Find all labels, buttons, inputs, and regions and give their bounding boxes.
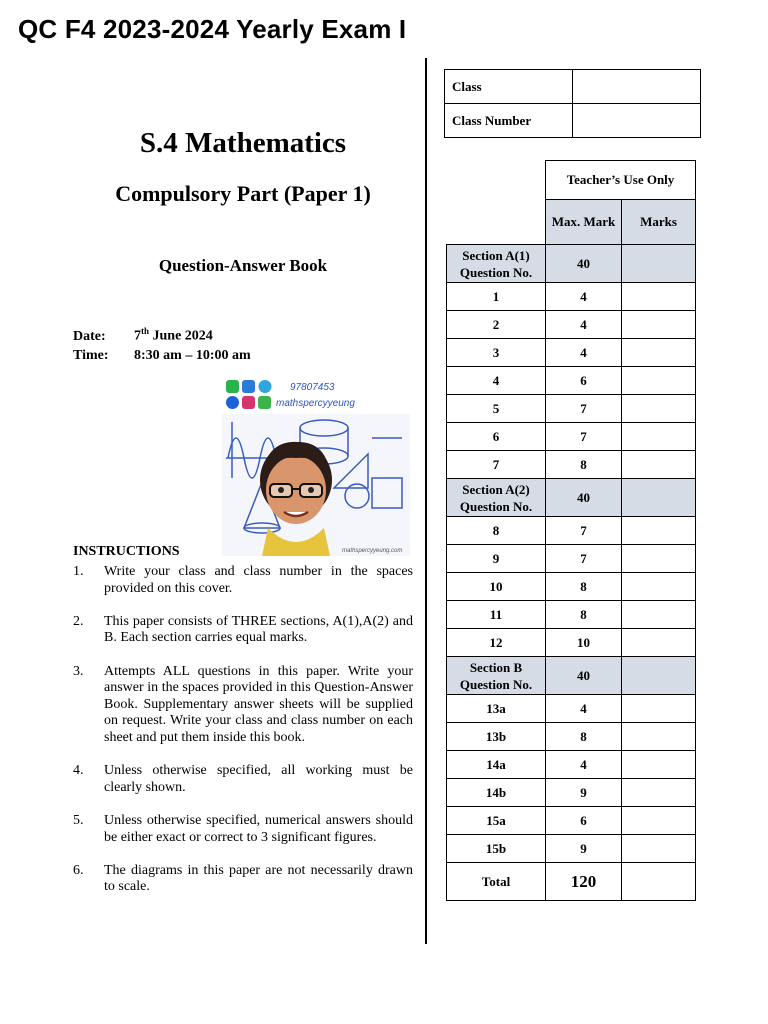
- section-max: 40: [546, 657, 622, 695]
- marks-cell[interactable]: [622, 573, 696, 601]
- question-max-mark: 6: [546, 367, 622, 395]
- section-marks-cell[interactable]: [622, 479, 696, 517]
- total-marks-cell[interactable]: [622, 863, 696, 901]
- question-number: 13b: [447, 723, 546, 751]
- date-day: 7: [134, 328, 141, 344]
- class-label: Class: [445, 70, 573, 104]
- empty-corner: [447, 161, 546, 200]
- section-max: 40: [546, 245, 622, 283]
- subject-title: S.4 Mathematics: [139, 127, 347, 159]
- instruction-item: [73, 564, 413, 597]
- question-max-mark: 4: [546, 751, 622, 779]
- question-max-mark: 8: [546, 723, 622, 751]
- instruction-text: Write your class and class number in the spaces provided on this cover.: [104, 564, 413, 596]
- logo-website: mathspercyyeung.com: [342, 548, 403, 554]
- instruction-number: 4.: [73, 763, 84, 779]
- marks-cell[interactable]: [622, 339, 696, 367]
- question-number: 3: [447, 339, 546, 367]
- question-number: 13a: [447, 695, 546, 723]
- question-number: 1: [447, 283, 546, 311]
- question-max-mark: 7: [546, 423, 622, 451]
- message-icon: [242, 380, 255, 393]
- marks-cell[interactable]: [622, 545, 696, 573]
- marks-cell[interactable]: [622, 835, 696, 863]
- exam-time: [73, 348, 251, 364]
- question-number: 8: [447, 517, 546, 545]
- question-number: 6: [447, 423, 546, 451]
- marks-cell[interactable]: [622, 779, 696, 807]
- marks-cell[interactable]: [622, 807, 696, 835]
- marks-cell[interactable]: [622, 311, 696, 339]
- instruction-item: [73, 614, 413, 647]
- telegram-icon: [259, 380, 272, 393]
- marks-header: Marks: [622, 200, 696, 245]
- question-number: 10: [447, 573, 546, 601]
- marks-cell[interactable]: [622, 283, 696, 311]
- question-number: 9: [447, 545, 546, 573]
- instagram-icon: [242, 396, 255, 409]
- instruction-number: 2.: [73, 613, 84, 629]
- section-max: 40: [546, 479, 622, 517]
- question-max-mark: 4: [546, 283, 622, 311]
- instruction-number: 6.: [73, 862, 84, 878]
- marks-cell[interactable]: [622, 451, 696, 479]
- marks-cell[interactable]: [622, 601, 696, 629]
- instruction-item: [73, 664, 413, 747]
- question-number: 12: [447, 629, 546, 657]
- logo-handle: mathspercyyeung: [276, 398, 355, 409]
- question-max-mark: 6: [546, 807, 622, 835]
- section-marks-cell[interactable]: [622, 245, 696, 283]
- question-max-mark: 9: [546, 779, 622, 807]
- instruction-number: 1.: [73, 564, 84, 579]
- question-max-mark: 4: [546, 695, 622, 723]
- section-marks-cell[interactable]: [622, 657, 696, 695]
- question-number: 11: [447, 601, 546, 629]
- section-a1-label: Section A(1) Question No.: [447, 245, 546, 283]
- section-a2-label: Section A(2) Question No.: [447, 479, 546, 517]
- date-rest: June 2024: [149, 328, 213, 344]
- question-max-mark: 10: [546, 629, 622, 657]
- question-max-mark: 9: [546, 835, 622, 863]
- mathspercyyeung-logo: [222, 378, 410, 556]
- marks-cell[interactable]: [622, 751, 696, 779]
- logo-phone: 97807453: [290, 382, 335, 393]
- class-number-label: Class Number: [445, 104, 573, 138]
- question-max-mark: 7: [546, 517, 622, 545]
- exam-header-title: QC F4 2023-2024 Yearly Exam I: [18, 14, 407, 44]
- marks-cell[interactable]: [622, 695, 696, 723]
- teacher-use-title: Teacher’s Use Only: [546, 161, 696, 200]
- instructions-list: [73, 564, 413, 912]
- instruction-item: [73, 813, 413, 846]
- paper-part-title: Compulsory Part (Paper 1): [115, 181, 371, 206]
- instruction-number: 5.: [73, 812, 84, 828]
- question-max-mark: 4: [546, 311, 622, 339]
- wechat-icon: [258, 396, 271, 409]
- question-number: 5: [447, 395, 546, 423]
- question-number: 14a: [447, 751, 546, 779]
- question-max-mark: 4: [546, 339, 622, 367]
- class-field[interactable]: [573, 70, 701, 104]
- instruction-text: The diagrams in this paper are not necessarily drawn to scale.: [104, 862, 413, 895]
- date-suffix: th: [141, 326, 150, 336]
- question-number: 15a: [447, 807, 546, 835]
- question-max-mark: 8: [546, 573, 622, 601]
- empty-corner: [447, 200, 546, 245]
- date-label: Date:: [73, 328, 106, 344]
- instructions-title: INSTRUCTIONS: [73, 544, 180, 559]
- instruction-text: This paper consists of THREE sections, A(1),A(2) and B. Each section carries equal marks.: [104, 613, 413, 646]
- facebook-icon: [226, 396, 239, 409]
- question-number: 15b: [447, 835, 546, 863]
- class-info-table: [444, 69, 701, 138]
- time-value: 8:30 am – 10:00 am: [134, 348, 251, 363]
- question-max-mark: 7: [546, 395, 622, 423]
- marks-cell[interactable]: [622, 395, 696, 423]
- marks-cell[interactable]: [622, 367, 696, 395]
- exam-date: [73, 326, 213, 345]
- book-type: Question-Answer Book: [158, 256, 328, 275]
- question-number: 7: [447, 451, 546, 479]
- question-number: 14b: [447, 779, 546, 807]
- question-number: 2: [447, 311, 546, 339]
- instruction-text: Attempts ALL questions in this paper. Write your answer in the spaces provided in this Question-Answer Book. Supplementary answer sheets will be supplied on request. Write your class and class number on each sheet and put them inside this book.: [104, 663, 413, 745]
- max-mark-header: Max. Mark: [546, 200, 622, 245]
- question-number: 4: [447, 367, 546, 395]
- question-max-mark: 8: [546, 601, 622, 629]
- marks-cell[interactable]: [622, 723, 696, 751]
- instruction-item: [73, 863, 413, 896]
- whatsapp-icon: [226, 380, 239, 393]
- question-max-mark: 8: [546, 451, 622, 479]
- instruction-text: Unless otherwise specified, all working must be clearly shown.: [104, 763, 413, 795]
- marks-cell[interactable]: [622, 423, 696, 451]
- time-label: Time:: [73, 348, 109, 363]
- teacher-marks-table: [446, 160, 696, 901]
- instruction-number: 3.: [73, 663, 84, 679]
- total-label: Total: [447, 863, 546, 901]
- instruction-text: Unless otherwise specified, numerical answers should be either exact or correct to 3 significant figures.: [104, 812, 413, 845]
- class-number-field[interactable]: [573, 104, 701, 138]
- instruction-item: [73, 763, 413, 796]
- question-max-mark: 7: [546, 545, 622, 573]
- marks-cell[interactable]: [622, 517, 696, 545]
- section-b-label: Section B Question No.: [447, 657, 546, 695]
- marks-cell[interactable]: [622, 629, 696, 657]
- total-max-mark: 120: [546, 863, 622, 901]
